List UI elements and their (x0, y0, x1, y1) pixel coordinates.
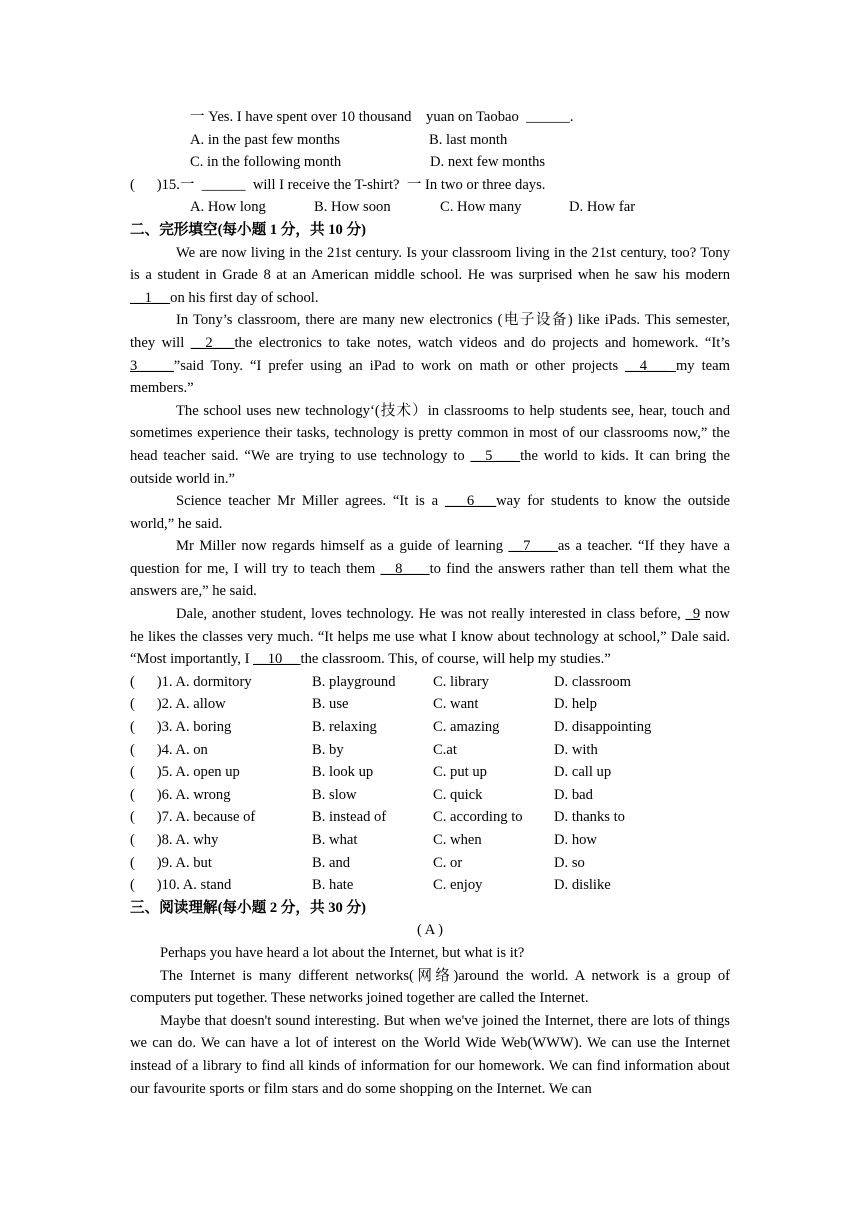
question-stem: ( )9. A. but (130, 854, 212, 871)
option-d: D. help (554, 696, 597, 713)
cloze-question-row (130, 829, 730, 852)
question-stem: ( )10. A. stand (130, 877, 232, 894)
option-c: C. amazing (433, 719, 500, 736)
cloze-blank-6: ___6___ (444, 493, 497, 510)
question-stem: ( )4. A. on (130, 741, 208, 758)
question-stem: ( )1. A. dormitory (130, 673, 252, 690)
option-d: D. bad (554, 786, 593, 803)
cloze-question-row (130, 693, 730, 716)
q15-option-a: A. How long (190, 199, 266, 216)
document-content (130, 106, 730, 1100)
cloze-paragraph-4 (130, 490, 730, 535)
cloze-text: the world to kids. It can bring the outside world in.” (130, 447, 731, 487)
cloze-paragraph-1 (130, 242, 730, 310)
q14-option-c: C. in the following month (190, 154, 342, 171)
cloze-blank-8: __8___ (380, 560, 430, 577)
reading-paragraph-1: Perhaps you have heard a lot about the Internet, but what is it? (160, 944, 525, 961)
cloze-question-row (130, 784, 730, 807)
cloze-question-row (130, 739, 730, 762)
cloze-text: We are now living in the 21st century. Is your classroom living in the 21st century, too? Tony is a student in Grade 8 at an American middle school. He was surprised when he saw his modern (130, 244, 730, 284)
cloze-blank-2: __2___ (190, 334, 235, 351)
cloze-text: the classroom. This, of course, will help my studies.” (300, 651, 611, 668)
q15-options-row (130, 196, 730, 219)
reading-paragraph-3: Maybe that doesn't sound interesting. But when we've joined the Internet, there are lots of things we can do. We can have a lot of interest on the World Wide Web(WWW). We can use the Internet instead of a library to find all kinds of information for our homework. We can find information about our favourite sports or film stars and do some shopping on the Internet. We can (130, 1012, 730, 1097)
cloze-text: Mr Miller now regards himself as a guide of learning (176, 538, 509, 555)
option-c: C. want (433, 696, 479, 713)
cloze-blank-7: __7___ (508, 538, 558, 555)
cloze-text: ”said Tony. “I prefer using an iPad to work on math or other projects (173, 357, 626, 374)
option-c: C. quick (433, 786, 483, 803)
cloze-text: the electronics to take notes, watch videos and do projects and homework. “It’s (234, 334, 730, 351)
q15-stem: ( )15.一 ______ will I receive the T-shirt? 一 In two or three days. (130, 176, 546, 193)
question-stem: ( )2. A. allow (130, 696, 226, 713)
cloze-text: way for students to know the outside world,” he said. (130, 493, 730, 532)
section3-heading: 三、阅读理解(每小题 2 分，共 30 分) (130, 899, 366, 916)
option-d: D. call up (554, 764, 612, 781)
cloze-question-row (130, 874, 730, 897)
cloze-blank-4: __4___ (625, 357, 676, 374)
option-d: D. classroom (554, 673, 632, 690)
option-b: B. what (312, 832, 358, 848)
cloze-paragraph-5 (130, 535, 730, 603)
reading-paragraph-2: The Internet is many different networks(网络)around the world. A network is a group of computers put together. These networks joined together are called the Internet. (130, 967, 730, 1007)
cloze-question-row (130, 761, 730, 784)
cloze-paragraph-6 (130, 603, 730, 671)
cloze-text: as a teacher. “If they have a question for me, I will try to teach them (130, 538, 731, 577)
option-b: B. hate (312, 877, 354, 894)
q14-options-row-1 (130, 129, 730, 152)
option-c: C. when (433, 832, 482, 848)
cloze-question-row (130, 716, 730, 739)
cloze-blank-3: 3_____ (130, 357, 174, 374)
passage-a-label: ( A ) (417, 922, 443, 939)
option-d: D. disappointing (554, 719, 652, 736)
cloze-questions (130, 671, 730, 897)
option-b: B. by (312, 741, 344, 758)
cloze-text: Science teacher Mr Miller agrees. “It is a (176, 493, 445, 510)
cloze-text: on his first day of school. (170, 289, 319, 306)
option-c: C. library (433, 673, 489, 690)
option-b: B. playground (312, 673, 396, 690)
q15-option-d: D. How far (569, 199, 636, 216)
cloze-text: The school uses new technology‘(技术）in classrooms to help students see, hear, touch and sometimes experience their tasks, technology is pretty common in most of our classrooms now,” the head teacher said. “We are trying to use technology to (130, 402, 730, 464)
option-b: B. look up (312, 764, 374, 781)
option-d: D. so (554, 854, 585, 871)
option-c: C.at (433, 741, 457, 758)
option-d: D. dislike (554, 877, 611, 894)
option-d: D. how (554, 832, 597, 848)
q15-option-c: C. How many (440, 199, 522, 216)
cloze-blank-5: __5___ (470, 447, 521, 464)
option-c: C. according to (433, 809, 523, 826)
cloze-question-row (130, 671, 730, 694)
q15-option-b: B. How soon (314, 199, 391, 216)
cloze-blank-1: __1__ (130, 289, 171, 306)
cloze-paragraph-3 (130, 400, 730, 490)
q14-option-b: B. last month (429, 131, 508, 148)
q14-answer-line: 一 Yes. I have spent over 10 thousand yuan on Taobao ______. (190, 109, 574, 125)
option-c: C. or (433, 854, 463, 871)
cloze-blank-9: _9 (685, 606, 701, 623)
q14-option-a: A. in the past few months (190, 131, 340, 148)
cloze-blank-10: __10__ (253, 651, 301, 668)
section2-heading: 二、完形填空(每小题 1 分，共 10 分) (130, 221, 366, 238)
option-c: C. enjoy (433, 877, 483, 894)
cloze-text: to find the answers rather than tell them what the answers are,” he said. (130, 560, 730, 600)
question-stem: ( )8. A. why (130, 832, 219, 848)
cloze-question-row (130, 806, 730, 829)
option-b: B. instead of (312, 809, 387, 826)
option-b: B. relaxing (312, 719, 377, 736)
option-d: D. thanks to (554, 809, 625, 826)
option-d: D. with (554, 741, 598, 758)
question-stem: ( )5. A. open up (130, 764, 240, 781)
option-b: B. slow (312, 786, 357, 803)
option-c: C. put up (433, 764, 487, 781)
q14-options-row-2 (130, 151, 730, 174)
option-b: B. use (312, 696, 349, 713)
q14-option-d: D. next few months (430, 154, 546, 171)
cloze-text: Dale, another student, loves technology. He was not really interested in class before, (176, 606, 686, 623)
cloze-paragraph-2 (130, 309, 730, 399)
question-stem: ( )3. A. boring (130, 719, 232, 736)
question-stem: ( )6. A. wrong (130, 786, 231, 803)
option-b: B. and (312, 854, 351, 871)
cloze-text: In Tony’s classroom, there are many new electronics (电子设备) like iPads. This semester, they will (130, 312, 730, 351)
cloze-question-row (130, 852, 730, 875)
cloze-text: now he likes the classes very much. “It helps me use what I know about technology at school,” Dale said. “Most importantly, I (130, 606, 730, 668)
question-stem: ( )7. A. because of (130, 809, 256, 826)
cloze-text: my team members.” (130, 357, 730, 397)
